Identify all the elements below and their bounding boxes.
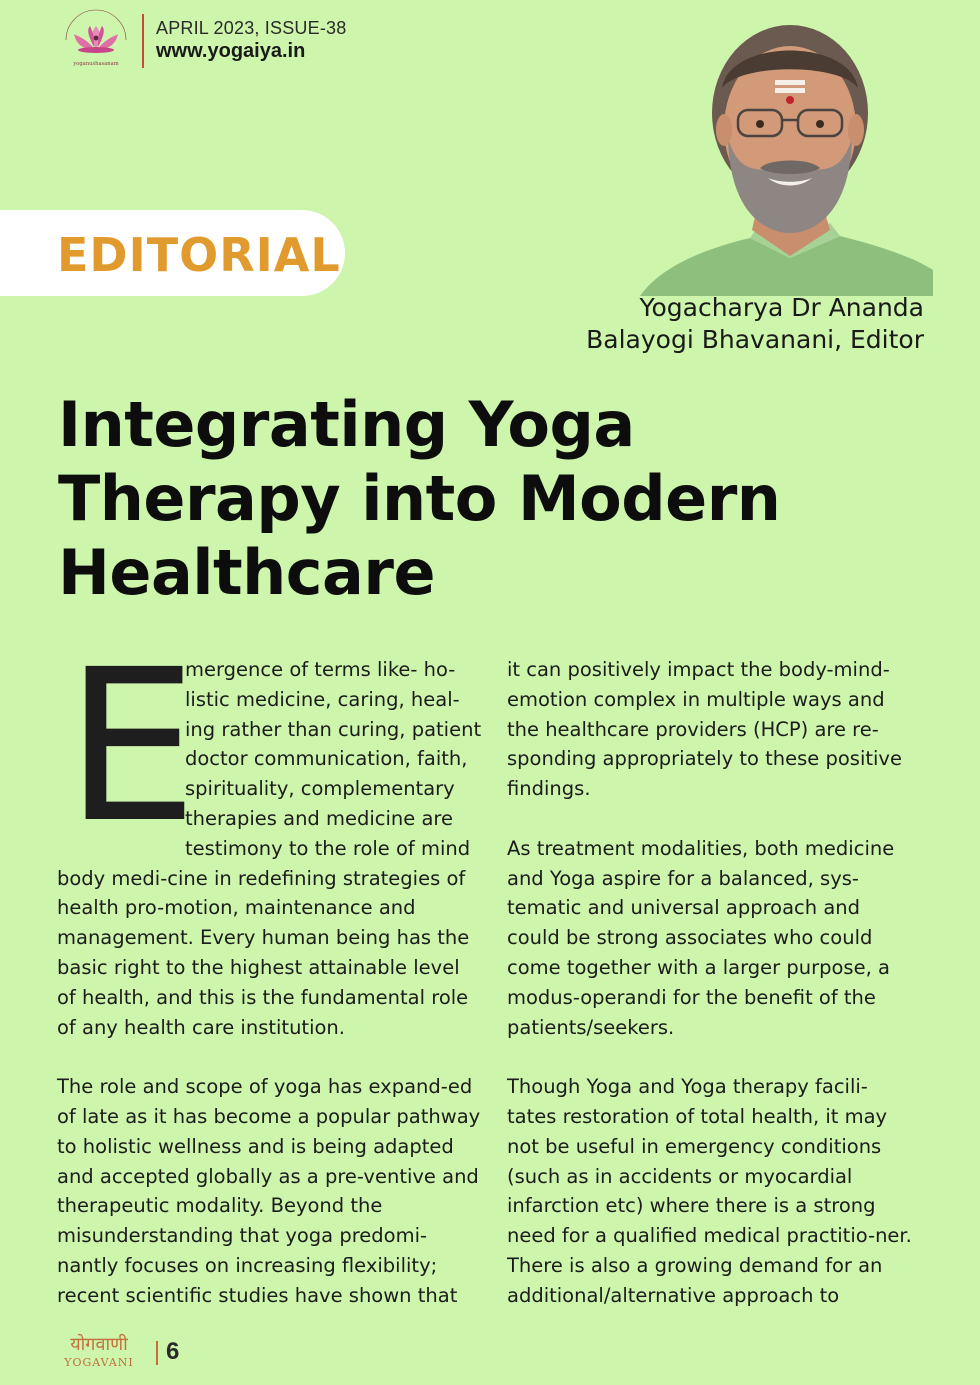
author-line-2: Balayogi Bhavanani, Editor — [586, 325, 924, 354]
article-title: Integrating Yoga Therapy into Modern Healthcare — [58, 388, 781, 609]
paragraph-text: mergence of terms like- ho-listic medicine, caring, heal-ing rather than curing, patient doctor communication, faith, spirituality, complementary therapies and medicine are testimony to the role of mind body medi-cine in redefining strategies of health pro-motion, maintenance and management. Every human being has the basic right to the highest attainable level of health, and this is the fundamental role of any health care institution. — [57, 658, 482, 1039]
paragraph: As treatment modalities, both medicine and Yoga aspire for a balanced, sys-tematic and universal approach and could be strong associates who could come together with a larger purpose, a modus-operandi for the benefit of the patients/seekers. — [507, 836, 895, 1039]
article-column-left — [57, 624, 482, 1311]
issue-date: APRIL 2023, ISSUE-38 — [156, 18, 347, 38]
author-byline — [504, 292, 924, 356]
website-link[interactable]: www.yogaiya.in — [156, 40, 306, 62]
author-line-1: Yogacharya Dr Ananda — [639, 293, 924, 322]
lotus-logo-icon — [58, 10, 134, 68]
page-number: 6 — [166, 1338, 180, 1365]
brand-hindi: योगवाणी — [70, 1334, 128, 1355]
editor-portrait — [640, 18, 933, 296]
svg-text:yoganushasanam: yoganushasanam — [73, 61, 119, 67]
page-footer — [54, 1336, 254, 1370]
paragraph: Though Yoga and Yoga therapy facili-tates restoration of total health, it may not be useful in emergency conditions (such as in accidents or myocardial infarction etc) where there is a strong need for a qualified medical practitio-ner. There is also a growing demand for an additional/alternative approach to — [507, 1075, 912, 1307]
drop-cap: E — [65, 624, 198, 869]
paragraph: it can positively impact the body-mind-emotion complex in multiple ways and the healthcare providers (HCP) are re-sponding appropriately to these positive findings. — [507, 658, 902, 801]
footer-divider — [156, 1341, 158, 1365]
header-divider — [142, 14, 144, 68]
article-column-right — [507, 655, 917, 1311]
masthead — [58, 10, 358, 70]
brand-latin: YOGAVANI — [64, 1356, 134, 1369]
section-label-pill — [0, 210, 345, 296]
section-label: EDITORIAL — [57, 228, 341, 282]
paragraph: The role and scope of yoga has expand-ed of late as it has become a popular pathway to holistic wellness and is being adapted and accepted globally as a pre-ventive and therapeutic modality. Beyond the misunderstanding that yoga predomi-nantly focuses on increasing flexibility; recent scientific studies have shown that — [57, 1075, 481, 1307]
magazine-brand — [54, 1336, 144, 1369]
paragraph — [57, 624, 482, 1042]
